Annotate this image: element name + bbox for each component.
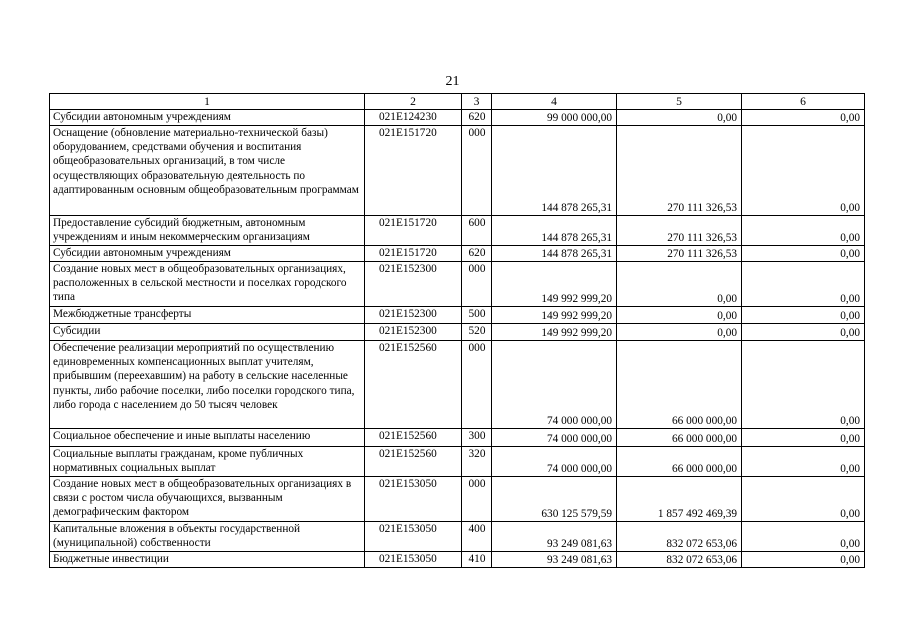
budget-table <box>49 93 865 568</box>
row-code: 021Е151720 <box>365 246 462 262</box>
row-value-col6: 0,00 <box>742 429 865 447</box>
row-code: 021Е153050 <box>365 552 462 568</box>
table-row <box>50 341 865 429</box>
row-name: Субсидии автономным учреждениям <box>50 110 365 126</box>
row-code: 021Е151720 <box>365 216 462 246</box>
row-expense-type: 000 <box>462 262 492 307</box>
row-code: 021Е152300 <box>365 262 462 307</box>
row-value-col6: 0,00 <box>742 126 865 216</box>
row-expense-type: 300 <box>462 429 492 447</box>
row-value-col4: 74 000 000,00 <box>492 341 617 429</box>
row-value-col4: 630 125 579,59 <box>492 477 617 522</box>
row-value-col4: 99 000 000,00 <box>492 110 617 126</box>
row-code: 021Е152560 <box>365 341 462 429</box>
table-row <box>50 447 865 477</box>
column-header: 3 <box>462 94 492 110</box>
row-value-col6: 0,00 <box>742 324 865 341</box>
row-expense-type: 600 <box>462 216 492 246</box>
row-expense-type: 000 <box>462 126 492 216</box>
row-value-col6: 0,00 <box>742 522 865 552</box>
row-name: Предоставление субсидий бюджетным, автономным учреждениям и иным некоммерческим организациям <box>50 216 365 246</box>
row-value-col6: 0,00 <box>742 447 865 477</box>
row-value-col5: 0,00 <box>617 307 742 324</box>
row-value-col5: 66 000 000,00 <box>617 341 742 429</box>
row-value-col5: 0,00 <box>617 324 742 341</box>
row-expense-type: 400 <box>462 522 492 552</box>
table-row <box>50 246 865 262</box>
row-value-col5: 270 111 326,53 <box>617 216 742 246</box>
row-code: 021Е151720 <box>365 126 462 216</box>
row-name: Социальное обеспечение и иные выплаты населению <box>50 429 365 447</box>
column-header: 6 <box>742 94 865 110</box>
row-value-col5: 66 000 000,00 <box>617 447 742 477</box>
row-value-col4: 149 992 999,20 <box>492 262 617 307</box>
row-name: Субсидии <box>50 324 365 341</box>
row-value-col4: 74 000 000,00 <box>492 447 617 477</box>
row-value-col4: 74 000 000,00 <box>492 429 617 447</box>
row-name: Создание новых мест в общеобразовательных организациях, расположенных в сельской местности и поселках городского типа <box>50 262 365 307</box>
table-row <box>50 477 865 522</box>
row-expense-type: 620 <box>462 110 492 126</box>
table-row <box>50 522 865 552</box>
row-value-col5: 832 072 653,06 <box>617 522 742 552</box>
row-value-col4: 93 249 081,63 <box>492 552 617 568</box>
row-code: 021Е152300 <box>365 307 462 324</box>
row-expense-type: 500 <box>462 307 492 324</box>
table-row <box>50 126 865 216</box>
row-value-col5: 270 111 326,53 <box>617 126 742 216</box>
row-value-col5: 1 857 492 469,39 <box>617 477 742 522</box>
row-value-col4: 149 992 999,20 <box>492 324 617 341</box>
row-expense-type: 620 <box>462 246 492 262</box>
table-row <box>50 262 865 307</box>
row-value-col4: 144 878 265,31 <box>492 126 617 216</box>
table-row <box>50 307 865 324</box>
column-header: 2 <box>365 94 462 110</box>
row-value-col5: 832 072 653,06 <box>617 552 742 568</box>
row-name: Обеспечение реализации мероприятий по осуществлению единовременных компенсационных выплат учителям, прибывшим (переехавшим) на работу в сельские населенные пункты, либо рабочие поселки, либо поселки городского типа, либо города с населением до 50 тысяч человек <box>50 341 365 429</box>
row-name: Оснащение (обновление материально-технической базы) оборудованием, средствами обучения и воспитания общеобразовательных организаций, в том числе осуществляющих образовательную деятельность по адаптированным основным общеобразовательным программам <box>50 126 365 216</box>
page-number: 21 <box>445 74 460 89</box>
table-row <box>50 429 865 447</box>
column-header: 4 <box>492 94 617 110</box>
column-header: 1 <box>50 94 365 110</box>
table-row <box>50 324 865 341</box>
table-header-row <box>50 94 865 110</box>
column-header: 5 <box>617 94 742 110</box>
table-row <box>50 216 865 246</box>
row-expense-type: 520 <box>462 324 492 341</box>
row-value-col6: 0,00 <box>742 216 865 246</box>
row-value-col6: 0,00 <box>742 341 865 429</box>
row-value-col5: 270 111 326,53 <box>617 246 742 262</box>
row-name: Создание новых мест в общеобразовательных организациях в связи с ростом числа обучающихся, вызванным демографическим фактором <box>50 477 365 522</box>
row-value-col6: 0,00 <box>742 110 865 126</box>
row-expense-type: 410 <box>462 552 492 568</box>
row-code: 021Е124230 <box>365 110 462 126</box>
row-value-col6: 0,00 <box>742 307 865 324</box>
row-value-col5: 0,00 <box>617 262 742 307</box>
row-value-col6: 0,00 <box>742 246 865 262</box>
row-value-col4: 93 249 081,63 <box>492 522 617 552</box>
row-expense-type: 320 <box>462 447 492 477</box>
row-value-col4: 149 992 999,20 <box>492 307 617 324</box>
row-value-col6: 0,00 <box>742 552 865 568</box>
row-expense-type: 000 <box>462 477 492 522</box>
row-name: Субсидии автономным учреждениям <box>50 246 365 262</box>
row-name: Бюджетные инвестиции <box>50 552 365 568</box>
row-value-col6: 0,00 <box>742 262 865 307</box>
row-value-col4: 144 878 265,31 <box>492 216 617 246</box>
row-value-col5: 66 000 000,00 <box>617 429 742 447</box>
row-code: 021Е152300 <box>365 324 462 341</box>
row-name: Социальные выплаты гражданам, кроме публичных нормативных социальных выплат <box>50 447 365 477</box>
row-expense-type: 000 <box>462 341 492 429</box>
row-code: 021Е153050 <box>365 477 462 522</box>
row-code: 021Е152560 <box>365 447 462 477</box>
row-value-col5: 0,00 <box>617 110 742 126</box>
table-row <box>50 552 865 568</box>
row-value-col4: 144 878 265,31 <box>492 246 617 262</box>
row-value-col6: 0,00 <box>742 477 865 522</box>
row-code: 021Е153050 <box>365 522 462 552</box>
row-name: Межбюджетные трансферты <box>50 307 365 324</box>
row-code: 021Е152560 <box>365 429 462 447</box>
row-name: Капитальные вложения в объекты государственной (муниципальной) собственности <box>50 522 365 552</box>
table-row <box>50 110 865 126</box>
